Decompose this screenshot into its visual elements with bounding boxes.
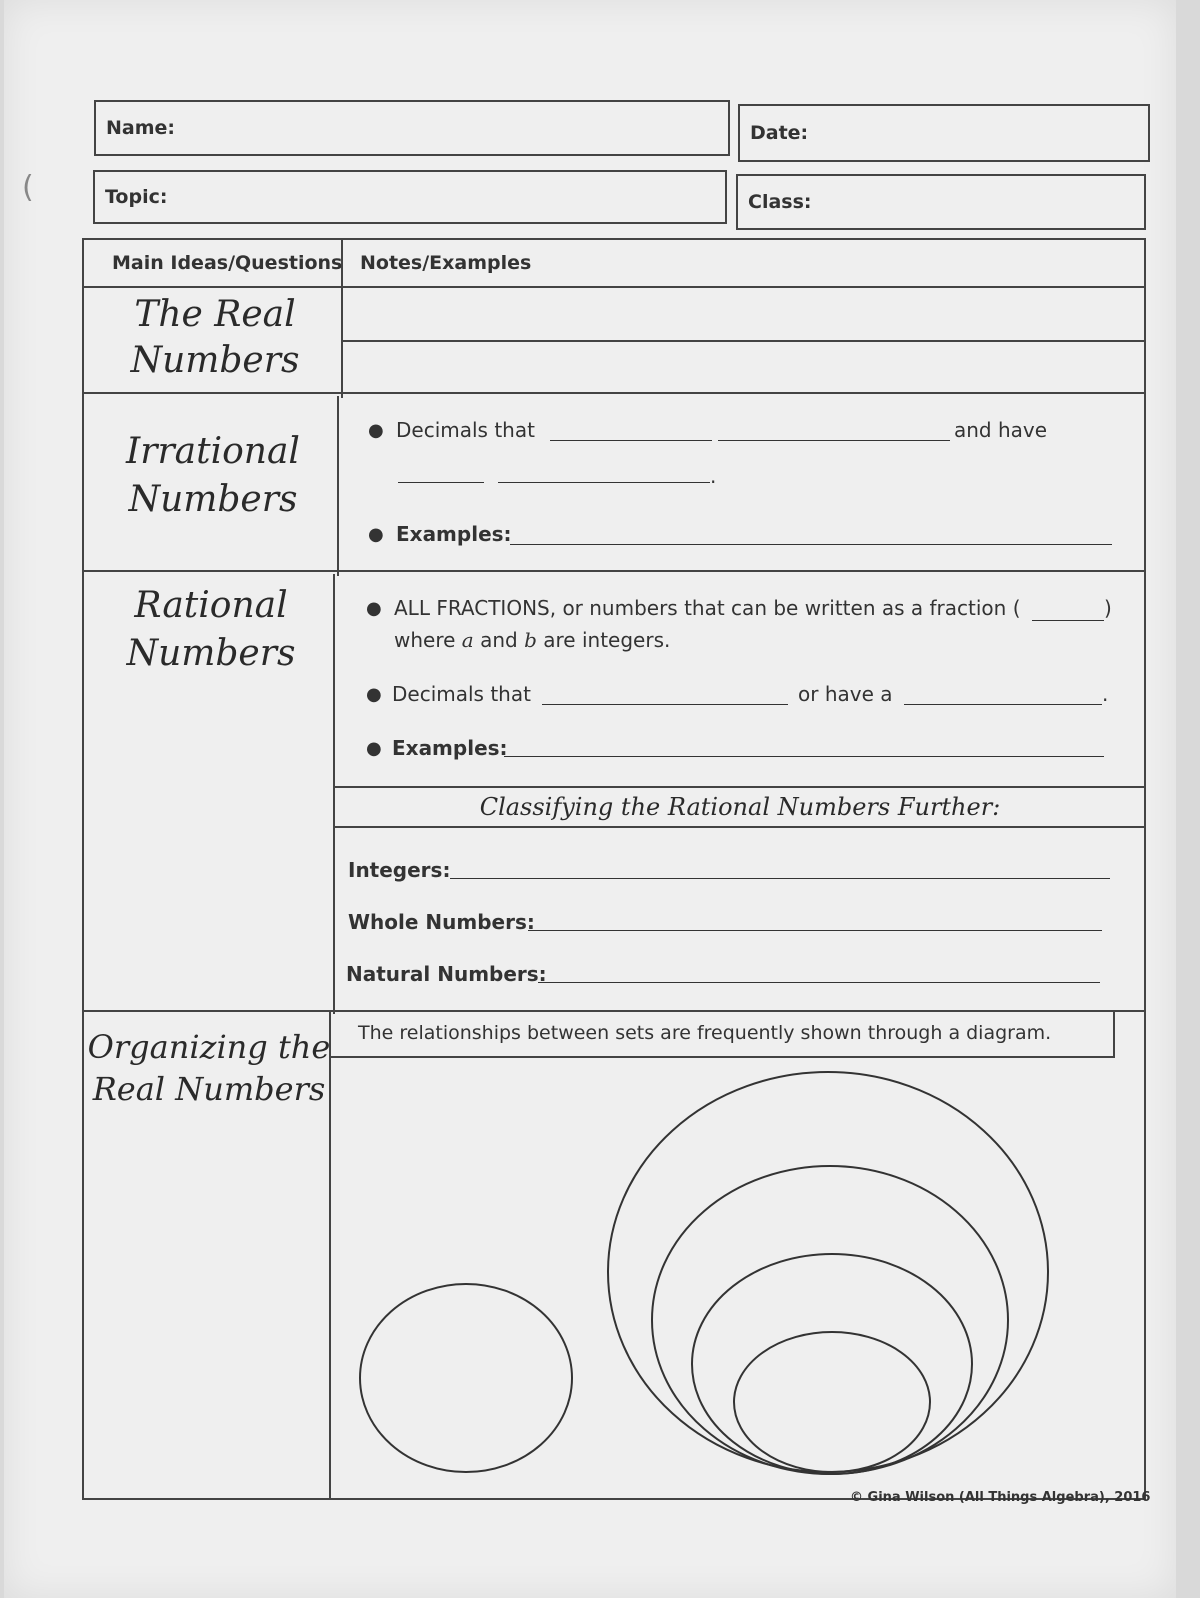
natural-numbers-label: Natural Numbers: [346, 962, 547, 986]
where-word: where [394, 628, 456, 652]
var-a: a [461, 628, 474, 652]
rational-bullet2-mid: or have a [798, 682, 893, 706]
and-word: and [480, 628, 518, 652]
date-label: Date: [750, 122, 809, 144]
class-label: Class: [748, 191, 812, 213]
bullet-dot: ● [366, 738, 382, 759]
integers-set-circle [692, 1254, 972, 1474]
irrational-bullet1-end: and have [954, 418, 1048, 442]
paper-edge-mark: ( [22, 170, 34, 205]
rational-title-line2: Numbers [126, 633, 296, 674]
venn-diagram [4, 0, 1176, 1598]
var-b: b [524, 628, 537, 652]
rational-title-line1: Rational [134, 585, 288, 626]
bullet-dot: ● [366, 684, 382, 705]
whole-numbers-set-circle [734, 1332, 930, 1472]
organizing-title-line1: Organizing the [87, 1028, 331, 1066]
irrational-period: . [710, 464, 717, 488]
real-numbers-title-line2: Numbers [130, 340, 300, 381]
worksheet-page [4, 0, 1176, 1598]
real-numbers-circle [608, 1072, 1048, 1472]
copyright-footer: © Gina Wilson (All Things Algebra), 2016 [850, 1490, 1151, 1505]
whole-numbers-label: Whole Numbers: [348, 910, 535, 934]
integers-label: Integers: [348, 858, 451, 882]
col-main-ideas-header: Main Ideas/Questions [112, 252, 343, 274]
classify-heading: Classifying the Rational Numbers Further: [479, 793, 1001, 821]
irrational-bullet1-start: Decimals that [396, 418, 535, 442]
organizing-title-line2: Real Numbers [92, 1070, 326, 1108]
diagram-caption: The relationships between sets are frequently shown through a diagram. [358, 1022, 1052, 1044]
rational-bullet1-close: ) [1104, 596, 1112, 620]
real-numbers-title-line1: The Real [134, 294, 296, 335]
bullet-dot: ● [368, 420, 384, 441]
topic-label: Topic: [105, 186, 168, 208]
rational-bullet1-line1: ALL FRACTIONS, or numbers that can be written as a fraction ( [394, 596, 1021, 620]
irrational-title-line2: Numbers [128, 479, 298, 520]
rational-period: . [1102, 682, 1109, 706]
bullet-dot: ● [368, 524, 384, 545]
bullet-dot: ● [366, 598, 382, 619]
rational-examples-label: Examples: [392, 736, 508, 760]
irrational-examples-label: Examples: [396, 522, 512, 546]
are-integers-text: are integers. [543, 628, 671, 652]
irrational-title-line1: Irrational [126, 431, 300, 472]
irrational-set-circle [360, 1284, 572, 1472]
rational-bullet2-start: Decimals that [392, 682, 531, 706]
name-label: Name: [106, 117, 176, 139]
col-notes-header: Notes/Examples [360, 252, 532, 274]
rational-set-circle [652, 1166, 1008, 1474]
